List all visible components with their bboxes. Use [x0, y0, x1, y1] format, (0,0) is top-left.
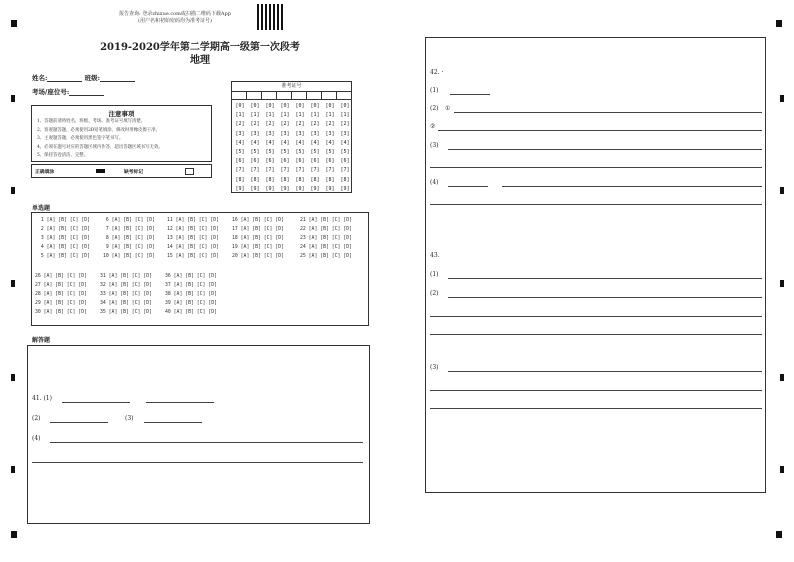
- name-label: 姓名:: [32, 74, 48, 82]
- essay-answer-box-right: [425, 37, 766, 493]
- digit-bubble[interactable]: [8]: [265, 176, 275, 183]
- timing-mark: [11, 374, 15, 381]
- answer-line[interactable]: [144, 422, 202, 423]
- digit-bubble[interactable]: [8]: [280, 176, 290, 183]
- seat-label: 考场/座位号:: [32, 88, 70, 96]
- answer-line[interactable]: [448, 149, 762, 150]
- digit-bubble[interactable]: [4]: [235, 139, 245, 146]
- digit-bubble[interactable]: [1]: [295, 112, 305, 119]
- subject-title: 地理: [190, 55, 210, 66]
- q41-label: 41. (1): [32, 395, 52, 402]
- essay-answer-box-left: [27, 345, 370, 524]
- q42-circle1-label: ①: [445, 105, 451, 112]
- digit-bubble[interactable]: [2]: [235, 121, 245, 128]
- correct-fill-label: 正确填涂: [35, 169, 55, 175]
- digit-bubble[interactable]: [3]: [325, 130, 335, 137]
- digit-bubble[interactable]: [7]: [325, 167, 335, 174]
- q42-4-label: (4): [430, 179, 439, 186]
- q43-1-label: (1): [430, 271, 439, 278]
- digit-column[interactable]: [293, 102, 307, 194]
- digit-bubble[interactable]: [8]: [250, 176, 260, 183]
- qr-code-icon[interactable]: [257, 4, 283, 30]
- timing-mark: [780, 187, 784, 194]
- mc-section-title: 单选题: [32, 205, 51, 212]
- digit-bubble[interactable]: [2]: [340, 121, 350, 128]
- answer-line[interactable]: [50, 442, 363, 443]
- digit-bubble[interactable]: [5]: [280, 149, 290, 156]
- seat-field[interactable]: [32, 87, 104, 96]
- absent-checkbox[interactable]: [185, 168, 194, 175]
- digit-bubble[interactable]: [9]: [235, 185, 245, 192]
- answer-line[interactable]: [448, 371, 762, 372]
- answer-line[interactable]: [448, 297, 762, 298]
- notes-title: 注意事项: [108, 110, 135, 118]
- digit-bubble[interactable]: [6]: [295, 158, 305, 165]
- digit-bubble[interactable]: [3]: [265, 130, 275, 137]
- answer-line[interactable]: [62, 402, 130, 403]
- answer-line[interactable]: [430, 334, 762, 335]
- digit-bubble[interactable]: [4]: [265, 139, 275, 146]
- digit-bubble[interactable]: [8]: [325, 176, 335, 183]
- notes-item: 1、答题前请将姓名、班级、考场、准考证号填写清楚。: [37, 119, 146, 124]
- digit-bubble[interactable]: [5]: [295, 149, 305, 156]
- timing-mark: [780, 280, 784, 287]
- digit-bubble[interactable]: [1]: [250, 112, 260, 119]
- digit-bubble[interactable]: [9]: [265, 185, 275, 192]
- mc-group[interactable]: 16 [A] [B] [C] [D] 17 [A] [B] [C] [D] 18 [A] [B] [C] [D] 19 [A] [B] [C] [D] 20 [A] [B] [C] [D]: [232, 218, 284, 259]
- digit-bubble[interactable]: [0]: [295, 103, 305, 109]
- mc-group[interactable]: 6 [A] [B] [C] [D] 7 [A] [B] [C] [D] 8 [A] [B] [C] [D] 9 [A] [B] [C] [D] 10 [A] [B] [C] [D]: [103, 218, 155, 259]
- digit-column[interactable]: [278, 102, 292, 194]
- digit-bubble[interactable]: [7]: [280, 167, 290, 174]
- answer-line[interactable]: [146, 402, 214, 403]
- mc-group[interactable]: 11 [A] [B] [C] [D] 12 [A] [B] [C] [D] 13 [A] [B] [C] [D] 14 [A] [B] [C] [D] 15 [A] [B] [C] [D]: [167, 218, 219, 259]
- digit-bubble[interactable]: [4]: [340, 139, 350, 146]
- digit-bubble[interactable]: [4]: [310, 139, 320, 146]
- fill-example-box: [31, 164, 212, 178]
- timing-mark: [780, 374, 784, 381]
- digit-column[interactable]: [248, 102, 262, 194]
- answer-line[interactable]: [448, 186, 488, 187]
- digit-bubble[interactable]: [3]: [235, 130, 245, 137]
- digit-bubble[interactable]: [2]: [250, 121, 260, 128]
- digit-bubble[interactable]: [7]: [250, 167, 260, 174]
- digit-bubble[interactable]: [0]: [250, 103, 260, 109]
- digit-bubble[interactable]: [9]: [295, 185, 305, 192]
- notes-item: 3、主观题答题，必须使用黑色签字笔书写。: [37, 136, 124, 141]
- digit-bubble[interactable]: [1]: [310, 112, 320, 119]
- timing-mark: [780, 95, 784, 102]
- digit-bubble[interactable]: [6]: [250, 158, 260, 165]
- digit-bubble[interactable]: [3]: [340, 130, 350, 137]
- digit-bubble[interactable]: [7]: [340, 167, 350, 174]
- digit-bubble[interactable]: [5]: [265, 149, 275, 156]
- digit-column[interactable]: [308, 102, 322, 194]
- report-query-line: 报告查询: 登录zhixue.com或扫描二维码下载App: [119, 11, 231, 17]
- digit-bubble[interactable]: [2]: [325, 121, 335, 128]
- digit-bubble[interactable]: [9]: [325, 185, 335, 192]
- digit-bubble[interactable]: [3]: [310, 130, 320, 137]
- digit-bubble[interactable]: [5]: [235, 149, 245, 156]
- digit-bubble[interactable]: [1]: [265, 112, 275, 119]
- q42-label: 42. ·: [430, 69, 444, 76]
- digit-bubble[interactable]: [1]: [325, 112, 335, 119]
- digit-bubble[interactable]: [8]: [340, 176, 350, 183]
- class-label: 班级:: [84, 74, 101, 82]
- q42-1-label: (1): [430, 87, 439, 94]
- q42-circle2-label: ②: [430, 123, 436, 130]
- q42-3-label: (3): [430, 142, 439, 149]
- notes-item: 4、必须在题号对应的答题区域内作答，超出答题区域书写无效。: [37, 144, 163, 150]
- mc-group[interactable]: 21 [A] [B] [C] [D] 22 [A] [B] [C] [D] 23 [A] [B] [C] [D] 24 [A] [B] [C] [D] 25 [A] [B] [C] [D]: [300, 218, 352, 259]
- digit-bubble[interactable]: [7]: [310, 167, 320, 174]
- answer-line[interactable]: [50, 422, 108, 423]
- digit-bubble[interactable]: [4]: [280, 139, 290, 146]
- timing-mark: [776, 20, 782, 27]
- digit-bubble[interactable]: [0]: [340, 103, 350, 109]
- answer-line[interactable]: [448, 278, 762, 279]
- essay-section-title: 解答题: [32, 337, 51, 344]
- digit-bubble[interactable]: [7]: [235, 167, 245, 174]
- notes-box: [31, 105, 212, 162]
- q43-2-label: (2): [430, 290, 439, 297]
- digit-bubble[interactable]: [7]: [295, 167, 305, 174]
- answer-line[interactable]: [430, 167, 762, 168]
- timing-mark: [11, 95, 15, 102]
- q43-3-label: (3): [430, 364, 439, 371]
- digit-column[interactable]: [263, 102, 277, 194]
- answer-line[interactable]: [502, 186, 762, 187]
- digit-bubble[interactable]: [5]: [310, 149, 320, 156]
- digit-bubble[interactable]: [6]: [235, 158, 245, 165]
- name-field[interactable]: [32, 73, 135, 82]
- digit-column[interactable]: [323, 102, 337, 194]
- timing-mark: [11, 280, 15, 287]
- answer-line[interactable]: [430, 316, 762, 317]
- answer-line[interactable]: [438, 130, 762, 131]
- q43-label: 43.: [430, 252, 440, 259]
- answer-line[interactable]: [32, 462, 363, 463]
- answer-line[interactable]: [430, 408, 762, 409]
- timing-mark: [11, 531, 17, 538]
- exam-title: 2019-2020学年第二学期高一级第一次段考: [100, 42, 300, 53]
- mc-group[interactable]: 31 [A] [B] [C] [D] 32 [A] [B] [C] [D] 33 [A] [B] [C] [D] 34 [A] [B] [C] [D] 35 [A] [B] [C] [D]: [100, 274, 152, 315]
- exam-id-entry-row[interactable]: [232, 91, 351, 100]
- timing-mark: [780, 466, 784, 473]
- login-hint-line: (用户名和初始密码均为准考证号): [138, 18, 212, 24]
- digit-bubble[interactable]: [5]: [325, 149, 335, 156]
- digit-bubble[interactable]: [2]: [295, 121, 305, 128]
- digit-bubble[interactable]: [2]: [280, 121, 290, 128]
- digit-bubble[interactable]: [1]: [280, 112, 290, 119]
- digit-bubble[interactable]: [9]: [250, 185, 260, 192]
- digit-bubble[interactable]: [0]: [265, 103, 275, 109]
- digit-bubble[interactable]: [4]: [250, 139, 260, 146]
- digit-bubble[interactable]: [0]: [310, 103, 320, 109]
- mc-group[interactable]: 36 [A] [B] [C] [D] 37 [A] [B] [C] [D] 38 [A] [B] [C] [D] 39 [A] [B] [C] [D] 40 [A] [B] [C] [D]: [165, 274, 217, 315]
- digit-bubble[interactable]: [5]: [250, 149, 260, 156]
- digit-bubble[interactable]: [6]: [310, 158, 320, 165]
- q41-3-label: (3): [125, 415, 134, 422]
- exam-id-grid[interactable]: [231, 81, 352, 193]
- timing-mark: [11, 466, 15, 473]
- mc-group[interactable]: 1 [A] [B] [C] [D] 2 [A] [B] [C] [D] 3 [A] [B] [C] [D] 4 [A] [B] [C] [D] 5 [A] [B] [C] [D]: [40, 218, 90, 259]
- q41-2-label: (2): [32, 415, 41, 422]
- name-line[interactable]: [47, 74, 82, 82]
- exam-id-heading: 准考证号: [232, 82, 351, 92]
- digit-bubble[interactable]: [3]: [280, 130, 290, 137]
- digit-bubble[interactable]: [8]: [310, 176, 320, 183]
- digit-bubble[interactable]: [6]: [280, 158, 290, 165]
- digit-bubble[interactable]: [2]: [310, 121, 320, 128]
- digit-bubble[interactable]: [9]: [310, 185, 320, 192]
- digit-bubble[interactable]: [2]: [265, 121, 275, 128]
- q41-4-label: (4): [32, 435, 41, 442]
- digit-column[interactable]: [338, 102, 352, 194]
- notes-item: 2、客观题答题，必须使用2B铅笔填涂，修改时用橡皮擦干净。: [37, 127, 160, 133]
- class-line[interactable]: [100, 74, 135, 82]
- digit-bubble[interactable]: [0]: [235, 103, 245, 109]
- digit-bubble[interactable]: [0]: [280, 103, 290, 109]
- digit-bubble[interactable]: [6]: [325, 158, 335, 165]
- digit-bubble[interactable]: [7]: [265, 167, 275, 174]
- q42-2-label: (2): [430, 105, 439, 112]
- digit-bubble[interactable]: [5]: [340, 149, 350, 156]
- absent-mark-label: 缺考标记: [124, 169, 144, 175]
- digit-bubble[interactable]: [4]: [325, 139, 335, 146]
- timing-mark: [11, 187, 15, 194]
- answer-line[interactable]: [450, 94, 490, 95]
- timing-mark: [11, 20, 17, 27]
- filled-mark-icon: [96, 169, 105, 173]
- answer-line[interactable]: [430, 390, 762, 391]
- digit-bubble[interactable]: [8]: [235, 176, 245, 183]
- digit-bubble[interactable]: [3]: [250, 130, 260, 137]
- digit-bubble[interactable]: [0]: [325, 103, 335, 109]
- notes-item: 5、保持答卷清洁、完整。: [37, 153, 89, 158]
- digit-bubble[interactable]: [6]: [265, 158, 275, 165]
- answer-line[interactable]: [430, 204, 762, 205]
- seat-line[interactable]: [69, 88, 104, 96]
- timing-mark: [776, 531, 782, 538]
- digit-bubble[interactable]: [1]: [235, 112, 245, 119]
- mc-answer-box: [31, 212, 369, 326]
- mc-group[interactable]: 26 [A] [B] [C] [D] 27 [A] [B] [C] [D] 28 [A] [B] [C] [D] 29 [A] [B] [C] [D] 30 [A] [B] [C] [D]: [35, 274, 87, 315]
- digit-bubble[interactable]: [8]: [295, 176, 305, 183]
- digit-bubble[interactable]: [4]: [295, 139, 305, 146]
- digit-bubble[interactable]: [9]: [340, 185, 350, 192]
- digit-bubble[interactable]: [6]: [340, 158, 350, 165]
- digit-bubble[interactable]: [3]: [295, 130, 305, 137]
- answer-line[interactable]: [454, 112, 762, 113]
- digit-column[interactable]: [233, 102, 247, 194]
- digit-bubble[interactable]: [1]: [340, 112, 350, 119]
- digit-bubble[interactable]: [9]: [280, 185, 290, 192]
